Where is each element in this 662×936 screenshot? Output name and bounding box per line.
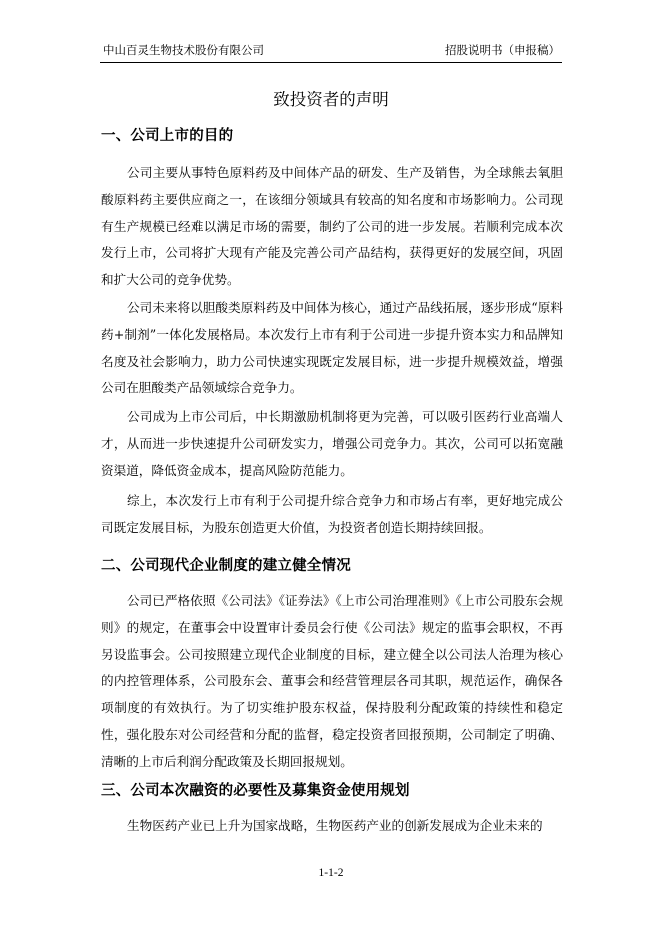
- page-title: 致投资者的声明: [273, 90, 389, 109]
- section-1-paragraph-4: 综上，本次发行上市有利于公司提升综合竞争力和市场占有率，更好地完成公司既定发展目标，为股东创造更大价值，为投资者创造长期持续回报。: [101, 493, 563, 535]
- section-1-paragraph-1: 公司主要从事特色原料药及中间体产品的研发、生产及销售，为全球熊去氧胆酸原料药主要供应商之一，在该细分领域具有较高的知名度和市场影响力。公司现有生产规模已经难以满足市场的需要，制约了公司的进一步发展。若顺利完成本次发行上市，公司将扩大现有产能及完善公司产品结构，获得更好的发展空间，巩固和扩大公司的竞争优势。: [101, 165, 563, 288]
- section-1-paragraph-3: 公司成为上市公司后，中长期激励机制将更为完善，可以吸引医药行业高端人才，从而进一步快速提升公司研发实力，增强公司竞争力。其次，公司可以拓宽融资渠道，降低资金成本，提高风险防范能力。: [101, 409, 563, 478]
- section-heading-1: 一、公司上市的目的: [101, 128, 234, 144]
- section-3-paragraph-1: 生物医药产业已上升为国家战略，生物医药产业的创新发展成为企业未来的: [127, 818, 543, 833]
- header-divider: [100, 62, 562, 63]
- header-document-title: 招股说明书（申报稿）: [445, 43, 560, 57]
- section-heading-2: 二、公司现代企业制度的建立健全情况: [101, 558, 351, 574]
- section-1-paragraph-2: 公司未来将以胆酸类原料药及中间体为核心，通过产品线拓展，逐步形成“原料药+制剂”一体化发展格局。本次发行上市有利于公司进一步提升资本实力和品牌知名度及社会影响力，助力公司快速实现既定发展目标，进一步提升规模效益，增强公司在胆酸类产品领域综合竞争力。: [101, 300, 563, 396]
- section-2-paragraph-1: 公司已严格依照《公司法》《证券法》《上市公司治理准则》《上市公司股东会规则》的规定，在董事会中设置审计委员会行使《公司法》规定的监事会职权，不再另设监事会。公司按照建立现代企业制度的目标，建立健全以公司法人治理为核心的内控管理体系，公司股东会、董事会和经营管理层各司其职，规范运作，确保各项制度的有效执行。为了切实维护股东权益，保持股利分配政策的持续性和稳定性，强化股东对公司经营和分配的监督，稳定投资者回报预期，公司制定了明确、清晰的上市后利润分配政策及长期回报规划。: [101, 593, 563, 769]
- section-heading-3: 三、公司本次融资的必要性及募集资金使用规划: [101, 783, 410, 799]
- header-company-name: 中山百灵生物技术股份有限公司: [103, 43, 264, 57]
- page-number: 1-1-2: [318, 867, 344, 879]
